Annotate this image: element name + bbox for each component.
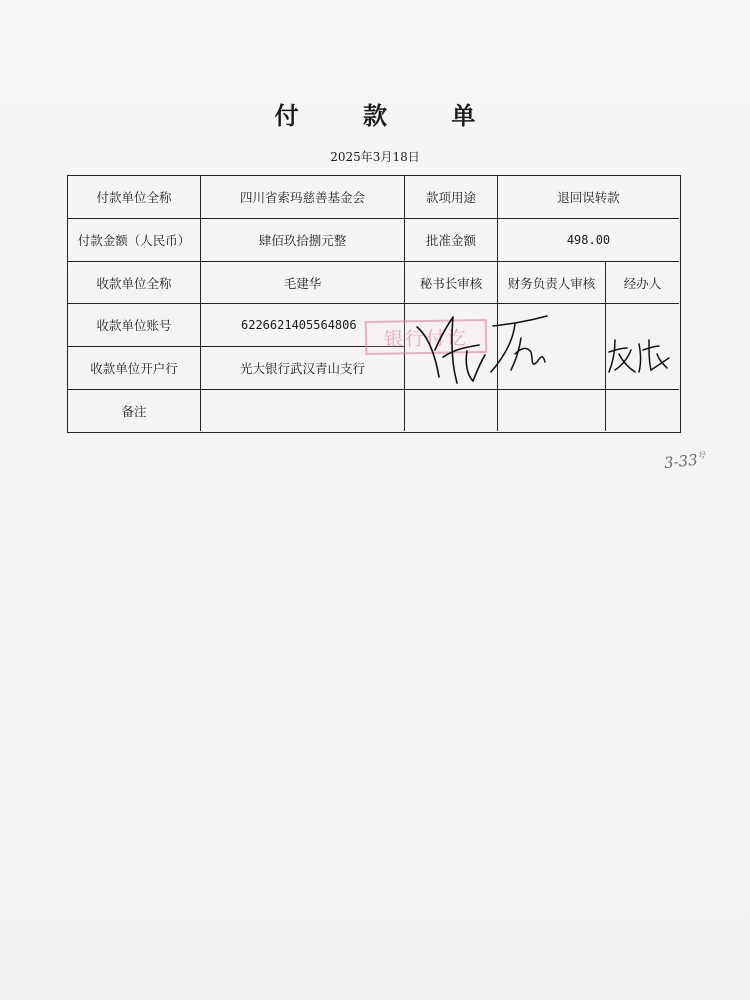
purpose-label: 款项用途 bbox=[425, 190, 476, 205]
payer-name-label: 付款单位全称 bbox=[96, 190, 172, 205]
handler-signature bbox=[605, 332, 675, 377]
approved-amount-label: 批准金额 bbox=[425, 233, 476, 248]
payment-table bbox=[67, 175, 681, 433]
amount-in-words: 肆佰玖拾捌元整 bbox=[258, 233, 347, 248]
finance-review-label: 财务负责人审核 bbox=[507, 275, 596, 291]
handler-label: 经办人 bbox=[623, 275, 662, 291]
secretary-review-label: 秘书长审核 bbox=[419, 275, 483, 291]
finance-signature bbox=[485, 312, 565, 382]
handwritten-voucher-number: $3-33^号$ bbox=[663, 450, 706, 473]
secretary-signature bbox=[405, 305, 495, 390]
remark-value bbox=[201, 390, 404, 431]
amount-label: 付款金额（人民币） bbox=[77, 233, 191, 248]
payee-name-label: 收款单位全称 bbox=[96, 275, 172, 291]
purpose-value: 退回误转款 bbox=[557, 190, 620, 205]
account-number-label: 收款单位账号 bbox=[96, 318, 172, 333]
payee-name-value: 毛建华 bbox=[283, 275, 322, 291]
page-title: 付 款 单 bbox=[274, 102, 504, 130]
bank-value: 光大银行武汉青山支行 bbox=[239, 361, 365, 376]
bank-paid-stamp: 银行付讫 bbox=[365, 319, 488, 355]
account-number-value: 6226621405564806 bbox=[241, 318, 357, 332]
voucher-date: 2025年3月18日 bbox=[330, 150, 420, 164]
bank-label: 收款单位开户行 bbox=[90, 361, 178, 376]
remark-label: 备注 bbox=[121, 403, 147, 419]
approved-amount-value: 498.00 bbox=[566, 233, 611, 247]
payer-name-value: 四川省索玛慈善基金会 bbox=[239, 190, 365, 205]
